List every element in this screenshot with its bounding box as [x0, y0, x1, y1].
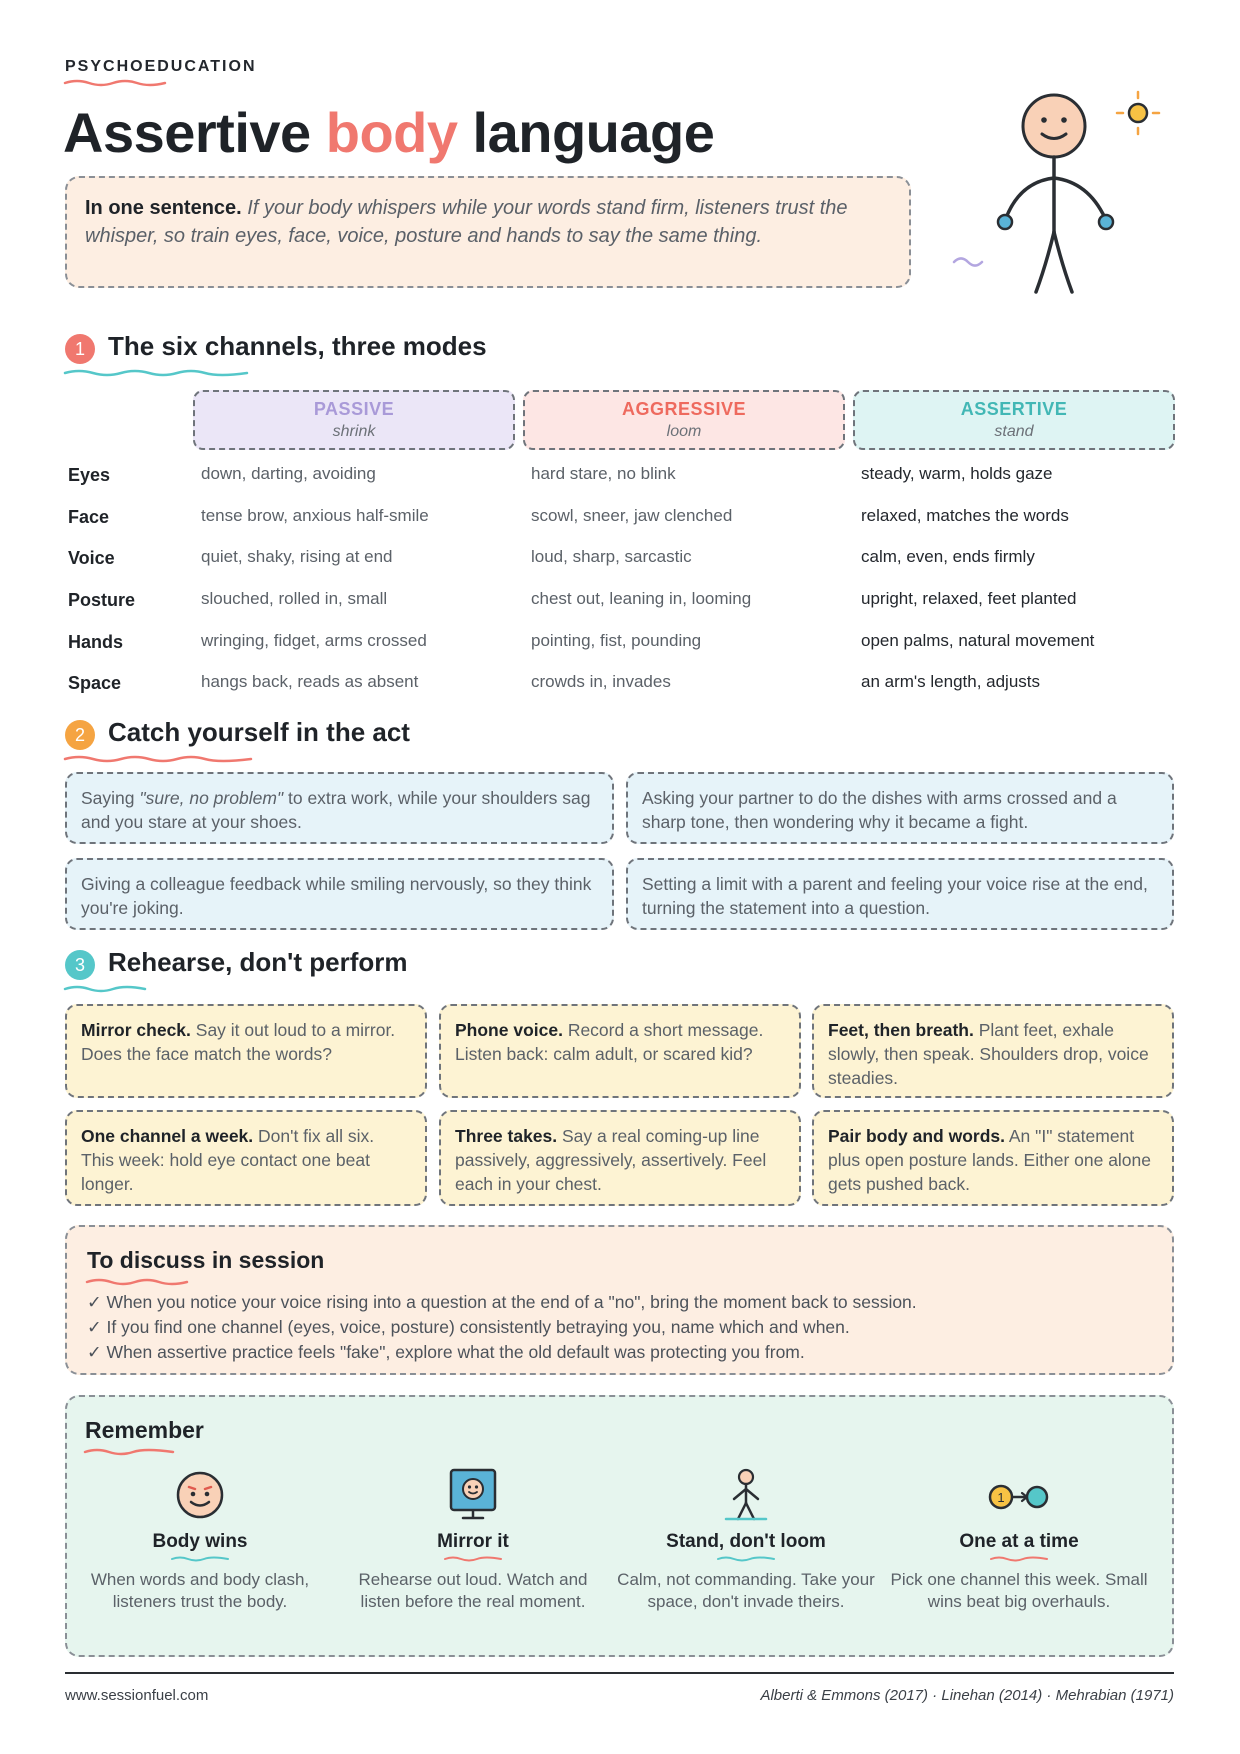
section-1-title: The six channels, three modes — [108, 331, 487, 361]
discuss-item: ✓ When assertive practice feels "fake", explore what the old default was protecting you from. — [87, 1342, 805, 1362]
cell-eyes-aggressive: hard stare, no blink — [531, 464, 676, 483]
catch-card: Setting a limit with a parent and feeling your voice rise at the end, turning the statement into a question. — [626, 858, 1174, 930]
discuss-underline — [85, 1277, 189, 1287]
rehearse-card: Phone voice. Record a short message. Listen back: calm adult, or scared kid? — [439, 1004, 801, 1098]
smiling-head-icon — [1023, 95, 1085, 157]
rehearse-card: Mirror check. Say it out loud to a mirror. Does the face match the words? — [65, 1004, 427, 1098]
section-1-underline — [63, 368, 249, 378]
check-icon: ✓ — [87, 1342, 102, 1362]
remember-item-body-wins: Body wins When words and body clash, listeners trust the body. — [69, 1467, 331, 1613]
discuss-item: ✓ When you notice your voice rising into a question at the end of a "no", bring the moment back to session. — [87, 1292, 917, 1312]
cell-hands-passive: wringing, fidget, arms crossed — [201, 631, 427, 650]
summary-lead: In one sentence. — [85, 197, 242, 219]
cell-space-passive: hangs back, reads as absent — [201, 672, 419, 691]
rehearse-card: Three takes. Say a real coming-up line passively, aggressively, assertively. Feel each in your chest. — [439, 1110, 801, 1206]
rehearse-card: Pair body and words. An "I" statement plus open posture lands. Either one alone gets pushed back. — [812, 1110, 1174, 1206]
section-2-underline — [63, 754, 253, 764]
mode-header-assertive: ASSERTIVE stand — [853, 390, 1175, 450]
row-label-face: Face — [68, 507, 110, 527]
remember-item-one-at-a-time: 1 One at a time Pick one channel this week. Small wins beat big overhauls. — [888, 1467, 1150, 1613]
footer-site-link[interactable]: www.sessionfuel.com — [65, 1687, 209, 1704]
section-3-number: 3 — [65, 950, 95, 980]
cell-hands-assertive: open palms, natural movement — [861, 631, 1095, 650]
section-1-number: 1 — [65, 334, 95, 364]
row-label-voice: Voice — [68, 548, 115, 568]
page-title: Assertive body language — [63, 101, 715, 164]
remember-item-stand-dont-loom: Stand, don't loom Calm, not commanding. Take your space, don't invade theirs. — [615, 1467, 877, 1613]
footer-divider — [65, 1672, 1174, 1674]
cell-eyes-passive: down, darting, avoiding — [201, 464, 376, 483]
catch-card: Giving a colleague feedback while smiling nervously, so they think you're joking. — [65, 858, 614, 930]
remember-title: Remember — [85, 1417, 204, 1443]
mode-header-aggressive: AGGRESSIVE loom — [523, 390, 845, 450]
rehearse-card: Feet, then breath. Plant feet, exhale slowly, then speak. Shoulders drop, voice steadies. — [812, 1004, 1174, 1098]
catch-card: Asking your partner to do the dishes with arms crossed and a sharp tone, then wondering why it became a fight. — [626, 772, 1174, 844]
cell-voice-aggressive: loud, sharp, sarcastic — [531, 547, 692, 566]
cell-voice-passive: quiet, shaky, rising at end — [201, 547, 393, 566]
cell-face-assertive: relaxed, matches the words — [861, 506, 1069, 525]
standing-figure-icon — [718, 1467, 774, 1523]
cell-voice-assertive: calm, even, ends firmly — [861, 547, 1035, 566]
svg-text:1: 1 — [997, 1490, 1005, 1505]
row-label-space: Space — [68, 673, 122, 693]
item-underline — [989, 1555, 1049, 1563]
mirror-icon — [445, 1467, 501, 1523]
catch-card: Saying "sure, no problem" to extra work, while your shoulders sag and you stare at your shoes. — [65, 772, 614, 844]
stick-figure-illustration — [950, 80, 1170, 310]
row-label-hands: Hands — [68, 632, 124, 652]
item-underline — [443, 1555, 503, 1563]
section-2-number: 2 — [65, 720, 95, 750]
eyebrow-label: PSYCHOEDUCATION — [65, 58, 257, 75]
cell-posture-assertive: upright, relaxed, feet planted — [861, 589, 1077, 608]
cell-posture-passive: slouched, rolled in, small — [201, 589, 388, 608]
cell-face-passive: tense brow, anxious half-smile — [201, 506, 429, 525]
cell-space-aggressive: crowds in, invades — [531, 672, 671, 691]
remember-box — [65, 1395, 1174, 1657]
check-icon: ✓ — [87, 1317, 102, 1337]
discuss-item: ✓ If you find one channel (eyes, voice, posture) consistently betraying you, name which and when. — [87, 1317, 850, 1337]
remember-underline — [83, 1447, 175, 1457]
cell-space-assertive: an arm's length, adjusts — [861, 672, 1041, 691]
smiley-face-icon — [172, 1467, 228, 1523]
eyebrow-underline — [63, 78, 167, 88]
cell-face-aggressive: scowl, sneer, jaw clenched — [531, 506, 733, 525]
summary-text: If your body whispers while your words stand firm, listeners trust the whisper, so train eyes, face, voice, posture and hands to say the same thing. — [85, 197, 848, 247]
section-3-underline — [63, 984, 147, 994]
rehearse-card: One channel a week. Don't fix all six. This week: hold eye contact one beat longer. — [65, 1110, 427, 1206]
section-3-title: Rehearse, don't perform — [108, 947, 408, 977]
discuss-box — [65, 1225, 1174, 1375]
item-underline — [716, 1555, 776, 1563]
mode-header-passive: PASSIVE shrink — [193, 390, 515, 450]
row-label-posture: Posture — [68, 590, 136, 610]
one-step-icon — [981, 1467, 1057, 1523]
footer-references: Alberti & Emmons (2017) · Linehan (2014) · Mehrabian (1971) — [760, 1687, 1174, 1704]
remember-item-mirror-it: Mirror it Rehearse out loud. Watch and listen before the real moment. — [342, 1467, 604, 1613]
cell-hands-aggressive: pointing, fist, pounding — [531, 631, 702, 650]
summary-box — [65, 176, 911, 288]
cell-posture-aggressive: chest out, leaning in, looming — [531, 589, 752, 608]
discuss-title: To discuss in session — [87, 1247, 325, 1273]
sun-icon — [1117, 92, 1159, 134]
cell-eyes-assertive: steady, warm, holds gaze — [861, 464, 1053, 483]
row-label-eyes: Eyes — [68, 465, 111, 485]
section-2-title: Catch yourself in the act — [108, 717, 410, 747]
check-icon: ✓ — [87, 1292, 102, 1312]
item-underline — [170, 1555, 230, 1563]
